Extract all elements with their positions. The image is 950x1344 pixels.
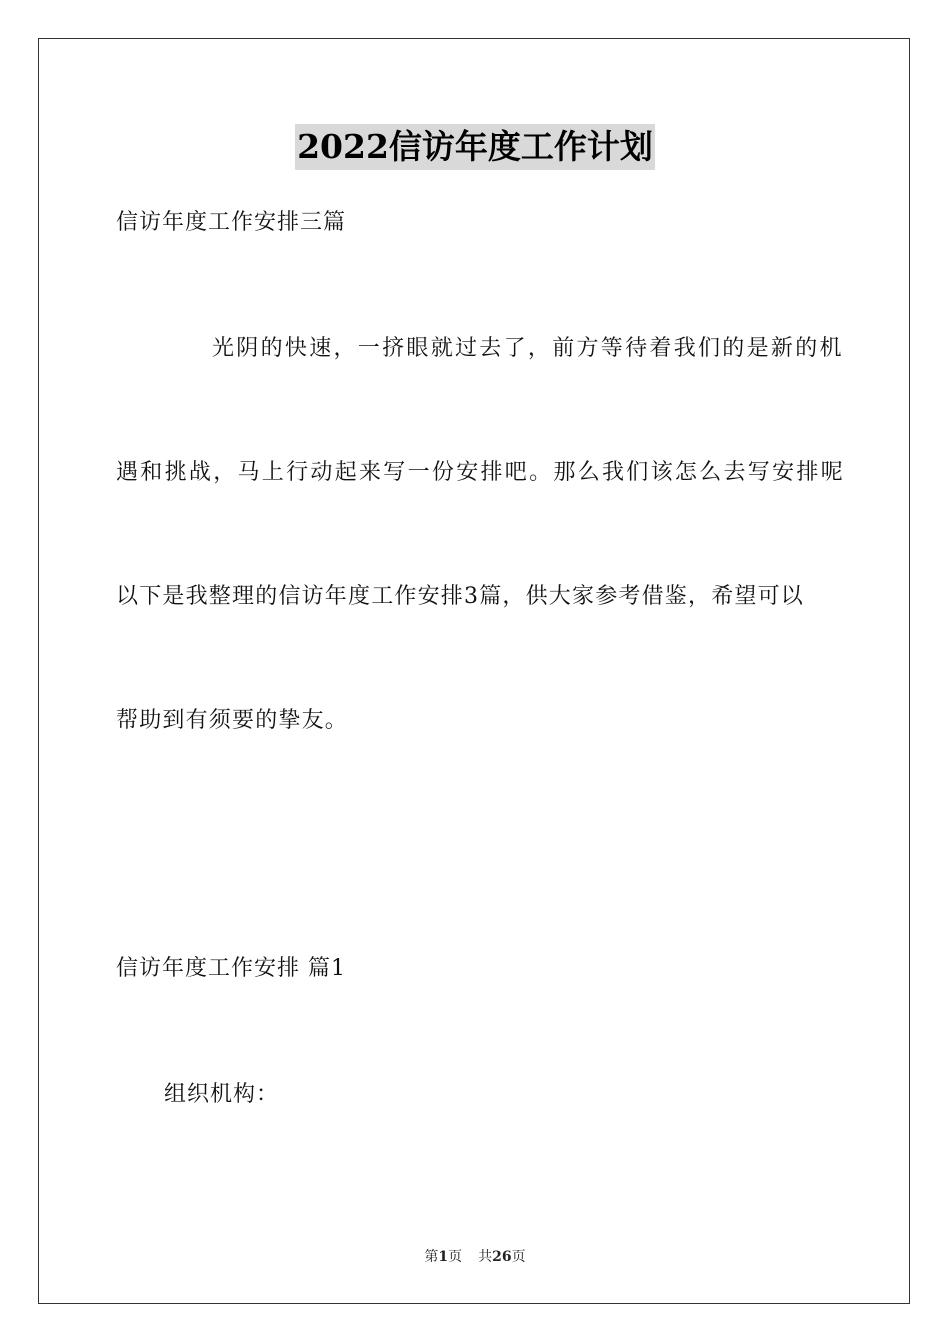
paragraph-line-4: 帮助到有须要的挚友。 <box>116 708 349 733</box>
page-prefix: 第 <box>424 1249 439 1265</box>
total-pages: 26 <box>492 1249 512 1265</box>
paragraph-line-2: 遇和挑战，马上行动起来写一份安排吧。那么我们该怎么去写安排呢 <box>116 460 846 485</box>
document-title: 2022信访年度工作计划 <box>295 124 655 170</box>
section-heading: 信访年度工作安排 篇1 <box>116 956 346 981</box>
page-number: 1 <box>438 1249 449 1265</box>
org-structure-label: 组织机构： <box>164 1082 280 1107</box>
total-prefix: 共 <box>478 1249 493 1265</box>
page-footer <box>0 1248 950 1266</box>
title-container <box>0 124 950 170</box>
paragraph-line-1: 光阴的快速，一挤眼就过去了，前方等待着我们的是新的机 <box>212 336 844 361</box>
page-suffix: 页 <box>448 1249 463 1265</box>
paragraph-line-3: 以下是我整理的信访年度工作安排3篇，供大家参考借鉴，希望可以 <box>116 584 804 609</box>
total-suffix: 页 <box>511 1249 526 1265</box>
document-subtitle: 信访年度工作安排三篇 <box>116 210 347 235</box>
